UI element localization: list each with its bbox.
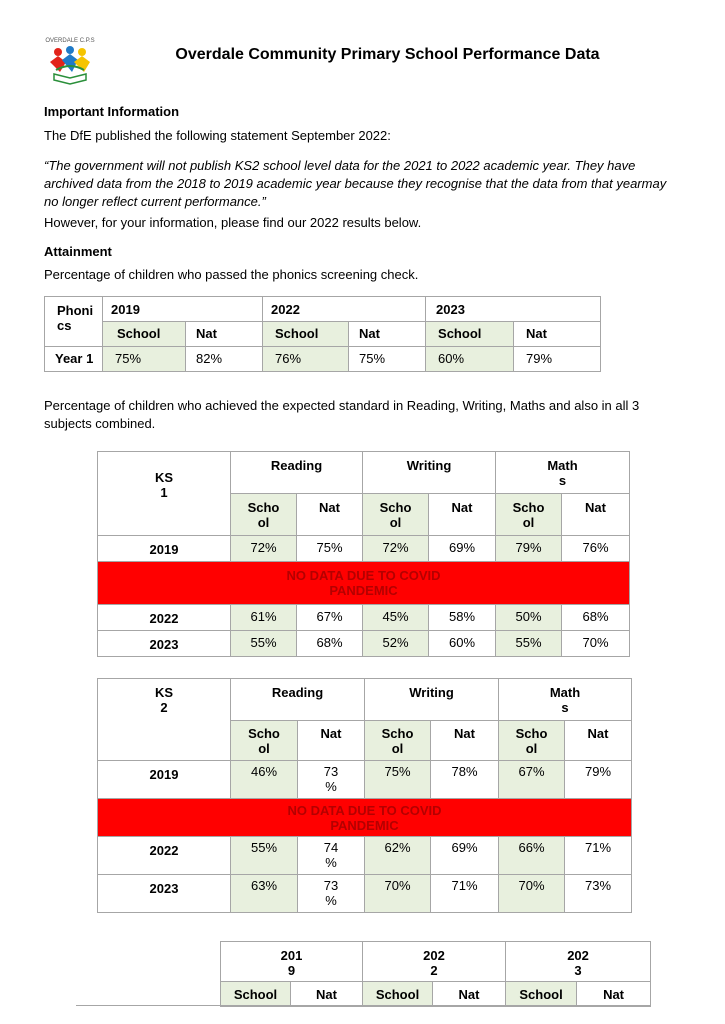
ks1-value: 61% bbox=[231, 605, 297, 631]
ks1-value: 79% bbox=[496, 536, 562, 562]
ks2-covid-banner: NO DATA DUE TO COVID PANDEMIC bbox=[98, 799, 632, 837]
phonics-value: 76% bbox=[263, 347, 349, 372]
ks2-value: 78% bbox=[431, 761, 499, 799]
ks2-reading-header: Reading bbox=[231, 679, 365, 721]
ks1-row-year: 2022 bbox=[98, 605, 231, 631]
phonics-label: Phoni cs bbox=[45, 297, 103, 347]
ks1-value: 50% bbox=[496, 605, 562, 631]
phonics-intro: Percentage of children who passed the phonics screening check. bbox=[44, 267, 419, 282]
dfe-quote: “The government will not publish KS2 school level data for the 2021 to 2022 academic year. They have archived data from the 2018 to 2019 academic year because they recognise that the data from that yearmay no longer reflect current performance.” bbox=[44, 158, 667, 209]
ks1-maths-header: Math s bbox=[496, 452, 630, 494]
ks1-value: 60% bbox=[429, 631, 496, 657]
ks2-row-year: 2019 bbox=[98, 761, 231, 799]
phonics-school-header: School bbox=[103, 322, 186, 347]
phonics-table bbox=[44, 296, 601, 372]
combined-year-2023: 202 3 bbox=[506, 942, 651, 982]
phonics-value: 75% bbox=[103, 347, 186, 372]
combined-school-header: School bbox=[506, 982, 577, 1007]
ks2-school-header: Scho ol bbox=[365, 721, 431, 761]
ks1-label: KS 1 bbox=[98, 452, 231, 536]
combined-year-2019: 201 9 bbox=[221, 942, 363, 982]
phonics-year-2022: 2022 bbox=[263, 297, 426, 322]
ks1-value: 69% bbox=[429, 536, 496, 562]
ks2-value: 62% bbox=[365, 837, 431, 875]
ks2-value: 46% bbox=[231, 761, 298, 799]
phonics-school-header: School bbox=[426, 322, 514, 347]
ks2-maths-header: Math s bbox=[499, 679, 632, 721]
phonics-school-header: School bbox=[263, 322, 349, 347]
ks2-value: 70% bbox=[365, 875, 431, 913]
important-info-heading: Important Information bbox=[44, 104, 180, 119]
combined-nat-header: Nat bbox=[291, 982, 363, 1007]
ks1-nat-header: Nat bbox=[429, 494, 496, 536]
combined-year-2022: 202 2 bbox=[363, 942, 506, 982]
phonics-year-2023: 2023 bbox=[426, 297, 601, 322]
ks1-covid-banner: NO DATA DUE TO COVID PANDEMIC bbox=[98, 562, 630, 605]
ks1-reading-header: Reading bbox=[231, 452, 363, 494]
ks2-value: 79% bbox=[565, 761, 632, 799]
ks2-value: 71% bbox=[431, 875, 499, 913]
ks1-value: 72% bbox=[231, 536, 297, 562]
ks2-value: 73% bbox=[565, 875, 632, 913]
ks1-table bbox=[97, 451, 630, 657]
ks2-value: 73 % bbox=[298, 761, 365, 799]
ks2-value: 63% bbox=[231, 875, 298, 913]
ks1-value: 55% bbox=[231, 631, 297, 657]
ks1-value: 68% bbox=[297, 631, 363, 657]
ks2-value: 70% bbox=[499, 875, 565, 913]
ks1-school-header: Scho ol bbox=[231, 494, 297, 536]
ks2-nat-header: Nat bbox=[298, 721, 365, 761]
ks1-row-year: 2019 bbox=[98, 536, 231, 562]
ks2-nat-header: Nat bbox=[431, 721, 499, 761]
ks2-value: 69% bbox=[431, 837, 499, 875]
bottom-rule bbox=[76, 1005, 650, 1006]
ks2-nat-header: Nat bbox=[565, 721, 632, 761]
ks2-school-header: Scho ol bbox=[231, 721, 298, 761]
ks1-nat-header: Nat bbox=[297, 494, 363, 536]
phonics-year-2019: 2019 bbox=[103, 297, 263, 322]
ks2-writing-header: Writing bbox=[365, 679, 499, 721]
page-title: Overdale Community Primary School Performance Data bbox=[175, 46, 600, 63]
phonics-value: 79% bbox=[514, 347, 601, 372]
ks2-value: 71% bbox=[565, 837, 632, 875]
ks1-writing-header: Writing bbox=[363, 452, 496, 494]
ks2-value: 67% bbox=[499, 761, 565, 799]
ks1-value: 70% bbox=[562, 631, 630, 657]
phonics-value: 60% bbox=[426, 347, 514, 372]
ks2-value: 73 % bbox=[298, 875, 365, 913]
ks1-value: 58% bbox=[429, 605, 496, 631]
ks1-school-header: Scho ol bbox=[496, 494, 562, 536]
ks1-value: 76% bbox=[562, 536, 630, 562]
ks2-school-header: Scho ol bbox=[499, 721, 565, 761]
attainment-heading: Attainment bbox=[44, 244, 112, 259]
ks1-value: 68% bbox=[562, 605, 630, 631]
ks2-row-year: 2023 bbox=[98, 875, 231, 913]
phonics-nat-header: Nat bbox=[186, 322, 263, 347]
combined-nat-header: Nat bbox=[433, 982, 506, 1007]
ks1-value: 45% bbox=[363, 605, 429, 631]
combined-intro: Percentage of children who achieved the expected standard in Reading, Writing, Maths and also in all 3 subjects combined. bbox=[44, 398, 640, 431]
ks1-value: 75% bbox=[297, 536, 363, 562]
ks2-value: 74 % bbox=[298, 837, 365, 875]
ks2-label: KS 2 bbox=[98, 679, 231, 761]
ks2-value: 55% bbox=[231, 837, 298, 875]
phonics-row-label: Year 1 bbox=[45, 347, 103, 372]
phonics-value: 75% bbox=[349, 347, 426, 372]
logo-text: OVERDALE C.P.S bbox=[45, 38, 95, 44]
results-note: However, for your information, please find our 2022 results below. bbox=[44, 215, 422, 230]
phonics-nat-header: Nat bbox=[514, 322, 601, 347]
ks2-table bbox=[97, 678, 632, 913]
phonics-value: 82% bbox=[186, 347, 263, 372]
phonics-nat-header: Nat bbox=[349, 322, 426, 347]
combined-nat-header: Nat bbox=[577, 982, 651, 1007]
combined-table bbox=[220, 941, 651, 1007]
ks1-value: 52% bbox=[363, 631, 429, 657]
ks1-row-year: 2023 bbox=[98, 631, 231, 657]
ks2-value: 66% bbox=[499, 837, 565, 875]
combined-school-header: School bbox=[221, 982, 291, 1007]
ks1-value: 67% bbox=[297, 605, 363, 631]
ks2-row-year: 2022 bbox=[98, 837, 231, 875]
ks1-nat-header: Nat bbox=[562, 494, 630, 536]
statement-intro: The DfE published the following statement September 2022: bbox=[44, 128, 391, 143]
combined-school-header: School bbox=[363, 982, 433, 1007]
ks2-value: 75% bbox=[365, 761, 431, 799]
ks1-school-header: Scho ol bbox=[363, 494, 429, 536]
ks1-value: 72% bbox=[363, 536, 429, 562]
ks1-value: 55% bbox=[496, 631, 562, 657]
